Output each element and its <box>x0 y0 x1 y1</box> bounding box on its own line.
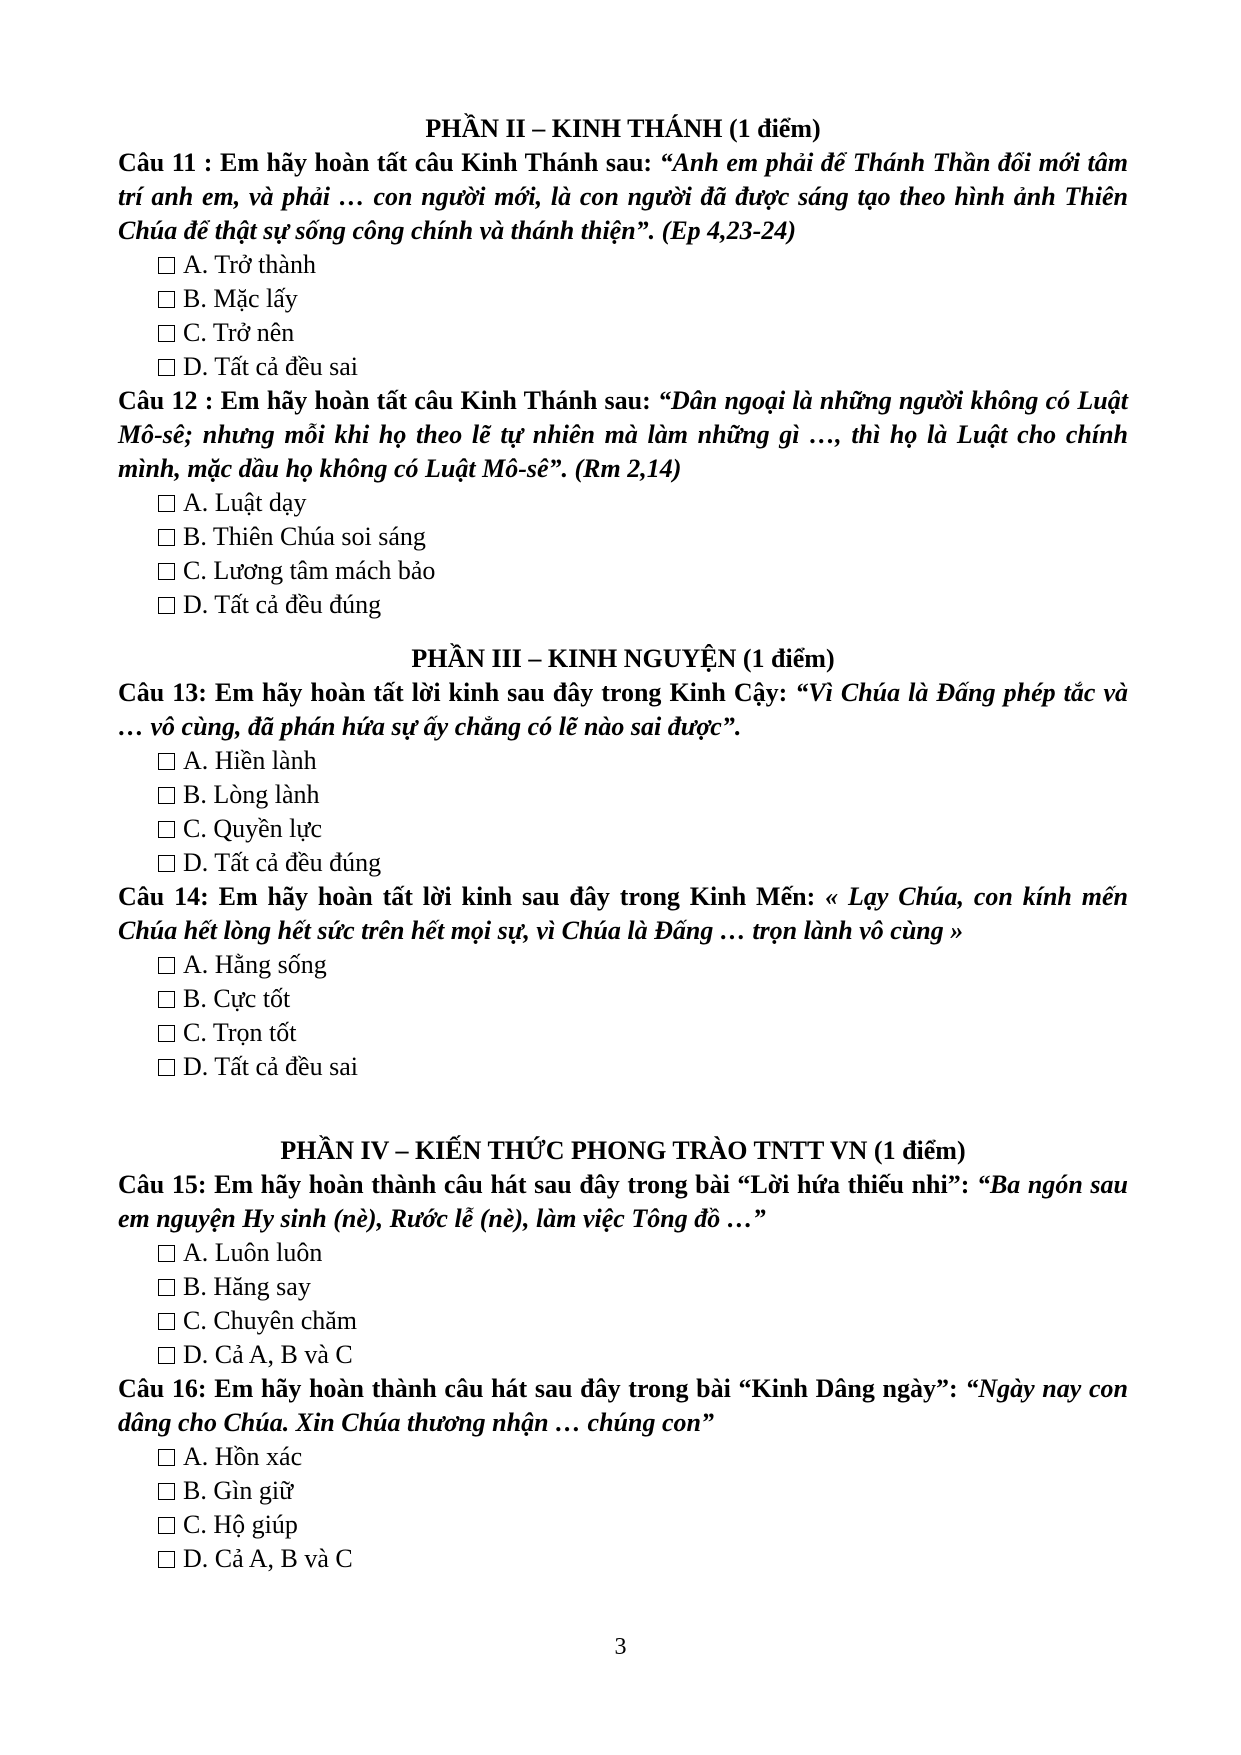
checkbox-empty-icon[interactable] <box>158 1449 175 1466</box>
spacer <box>118 622 1128 642</box>
option-13-c[interactable] <box>158 812 1128 846</box>
checkbox-empty-icon[interactable] <box>158 1347 175 1364</box>
option-16-d[interactable] <box>158 1542 1128 1576</box>
option-16-b[interactable] <box>158 1474 1128 1508</box>
checkbox-empty-icon[interactable] <box>158 495 175 512</box>
option-14-a[interactable] <box>158 948 1128 982</box>
option-15-a[interactable] <box>158 1236 1128 1270</box>
option-16-a[interactable] <box>158 1440 1128 1474</box>
option-12-a[interactable] <box>158 486 1128 520</box>
question-14 <box>118 880 1128 948</box>
checkbox-empty-icon[interactable] <box>158 787 175 804</box>
option-15-b[interactable] <box>158 1270 1128 1304</box>
option-label: A. Luật dạy <box>183 488 307 517</box>
option-13-a[interactable] <box>158 744 1128 778</box>
option-13-b[interactable] <box>158 778 1128 812</box>
question-14-options <box>118 948 1128 1084</box>
option-label: D. Tất cả đều sai <box>183 352 358 381</box>
option-12-d[interactable] <box>158 588 1128 622</box>
checkbox-empty-icon[interactable] <box>158 257 175 274</box>
checkbox-empty-icon[interactable] <box>158 753 175 770</box>
checkbox-empty-icon[interactable] <box>158 529 175 546</box>
question-15-quote: “Ba ngón sau em nguyện Hy sinh (nè), Rước lễ (nè), làm việc Tông đồ …” <box>118 1170 1128 1233</box>
checkbox-empty-icon[interactable] <box>158 1059 175 1076</box>
question-12-lead: Câu 12 : Em hãy hoàn tất câu Kinh Thánh sau: <box>118 386 659 415</box>
option-label: D. Tất cả đều sai <box>183 1052 358 1081</box>
checkbox-empty-icon[interactable] <box>158 291 175 308</box>
question-13-options <box>118 744 1128 880</box>
checkbox-empty-icon[interactable] <box>158 1025 175 1042</box>
question-12 <box>118 384 1128 486</box>
question-15-options <box>118 1236 1128 1372</box>
option-12-c[interactable] <box>158 554 1128 588</box>
option-label: A. Luôn luôn <box>183 1238 323 1267</box>
option-label: C. Quyền lực <box>183 814 323 843</box>
option-label: C. Lương tâm mách bảo <box>183 556 436 585</box>
spacer <box>118 1084 1128 1134</box>
section-title-4: PHẦN IV – KIẾN THỨC PHONG TRÀO TNTT VN (1 điểm) <box>280 1136 966 1165</box>
question-14-lead: Câu 14: Em hãy hoàn tất lời kinh sau đây trong Kinh Mến: <box>118 882 826 911</box>
option-14-c[interactable] <box>158 1016 1128 1050</box>
checkbox-empty-icon[interactable] <box>158 957 175 974</box>
question-13-quote: “Vì Chúa là Đấng phép tắc và … vô cùng, đã phán hứa sự ấy chẳng có lẽ nào sai được”. <box>118 678 1128 741</box>
question-11-options <box>118 248 1128 384</box>
option-11-c[interactable] <box>158 316 1128 350</box>
option-label: D. Tất cả đều đúng <box>183 590 382 619</box>
question-16-quote: “Ngày nay con dâng cho Chúa. Xin Chúa thương nhận … chúng con” <box>118 1374 1128 1437</box>
checkbox-empty-icon[interactable] <box>158 1313 175 1330</box>
checkbox-empty-icon[interactable] <box>158 1551 175 1568</box>
option-15-c[interactable] <box>158 1304 1128 1338</box>
checkbox-empty-icon[interactable] <box>158 855 175 872</box>
checkbox-empty-icon[interactable] <box>158 1517 175 1534</box>
option-label: A. Trở thành <box>183 250 316 279</box>
checkbox-empty-icon[interactable] <box>158 821 175 838</box>
checkbox-empty-icon[interactable] <box>158 359 175 376</box>
question-11 <box>118 146 1128 248</box>
option-label: D. Cả A, B và C <box>183 1544 353 1573</box>
option-15-d[interactable] <box>158 1338 1128 1372</box>
option-label: B. Cực tốt <box>183 984 291 1013</box>
question-16-options <box>118 1440 1128 1576</box>
option-13-d[interactable] <box>158 846 1128 880</box>
option-12-b[interactable] <box>158 520 1128 554</box>
question-16-lead: Câu 16: Em hãy hoàn thành câu hát sau đây trong bài “Kinh Dâng ngày”: <box>118 1374 966 1403</box>
checkbox-empty-icon[interactable] <box>158 1245 175 1262</box>
checkbox-empty-icon[interactable] <box>158 1279 175 1296</box>
option-label: B. Gìn giữ <box>183 1476 294 1505</box>
option-label: B. Hăng say <box>183 1272 311 1301</box>
option-16-c[interactable] <box>158 1508 1128 1542</box>
option-label: C. Trở nên <box>183 318 295 347</box>
option-label: A. Hằng sống <box>183 950 327 979</box>
page-number: 3 <box>614 1634 627 1660</box>
option-label: D. Cả A, B và C <box>183 1340 353 1369</box>
option-14-d[interactable] <box>158 1050 1128 1084</box>
option-label: C. Trọn tốt <box>183 1018 297 1047</box>
option-11-b[interactable] <box>158 282 1128 316</box>
section-title-3: PHẦN III – KINH NGUYỆN (1 điểm) <box>411 644 835 673</box>
section-title-2: PHẦN II – KINH THÁNH (1 điểm) <box>425 114 821 143</box>
option-label: D. Tất cả đều đúng <box>183 848 382 877</box>
question-15 <box>118 1168 1128 1236</box>
checkbox-empty-icon[interactable] <box>158 597 175 614</box>
question-15-lead: Câu 15: Em hãy hoàn thành câu hát sau đây trong bài “Lời hứa thiếu nhi”: <box>118 1170 977 1199</box>
checkbox-empty-icon[interactable] <box>158 563 175 580</box>
question-12-quote: “Dân ngoại là những người không có Luật Mô-sê; nhưng mỗi khi họ theo lẽ tự nhiên mà làm những gì …, thì họ là Luật cho chính mình, mặc dầu họ không có Luật Mô-sê”. (Rm 2,14) <box>118 386 1128 483</box>
question-11-lead: Câu 11 : Em hãy hoàn tất câu Kinh Thánh sau: <box>118 148 660 177</box>
option-label: A. Hồn xác <box>183 1442 303 1471</box>
checkbox-empty-icon[interactable] <box>158 325 175 342</box>
option-label: B. Thiên Chúa soi sáng <box>183 522 426 551</box>
checkbox-empty-icon[interactable] <box>158 1483 175 1500</box>
checkbox-empty-icon[interactable] <box>158 991 175 1008</box>
question-13-lead: Câu 13: Em hãy hoàn tất lời kinh sau đây trong Kinh Cậy: <box>118 678 796 707</box>
question-16 <box>118 1372 1128 1440</box>
question-13 <box>118 676 1128 744</box>
option-label: A. Hiền lành <box>183 746 317 775</box>
option-11-d[interactable] <box>158 350 1128 384</box>
question-14-quote: « Lạy Chúa, con kính mến Chúa hết lòng hết sức trên hết mọi sự, vì Chúa là Đấng … trọn lành vô cùng » <box>118 882 1128 945</box>
option-label: B. Mặc lấy <box>183 284 298 313</box>
question-12-options <box>118 486 1128 622</box>
option-label: B. Lòng lành <box>183 780 320 809</box>
option-label: C. Chuyên chăm <box>183 1306 358 1335</box>
question-11-quote: “Anh em phải để Thánh Thần đổi mới tâm trí anh em, và phải … con người mới, là con người đã được sáng tạo theo hình ảnh Thiên Chúa để thật sự sống công chính và thánh thiện”. (Ep 4,23-24) <box>118 148 1129 245</box>
option-14-b[interactable] <box>158 982 1128 1016</box>
option-label: C. Hộ giúp <box>183 1510 298 1539</box>
exam-page <box>118 112 1128 1576</box>
option-11-a[interactable] <box>158 248 1128 282</box>
